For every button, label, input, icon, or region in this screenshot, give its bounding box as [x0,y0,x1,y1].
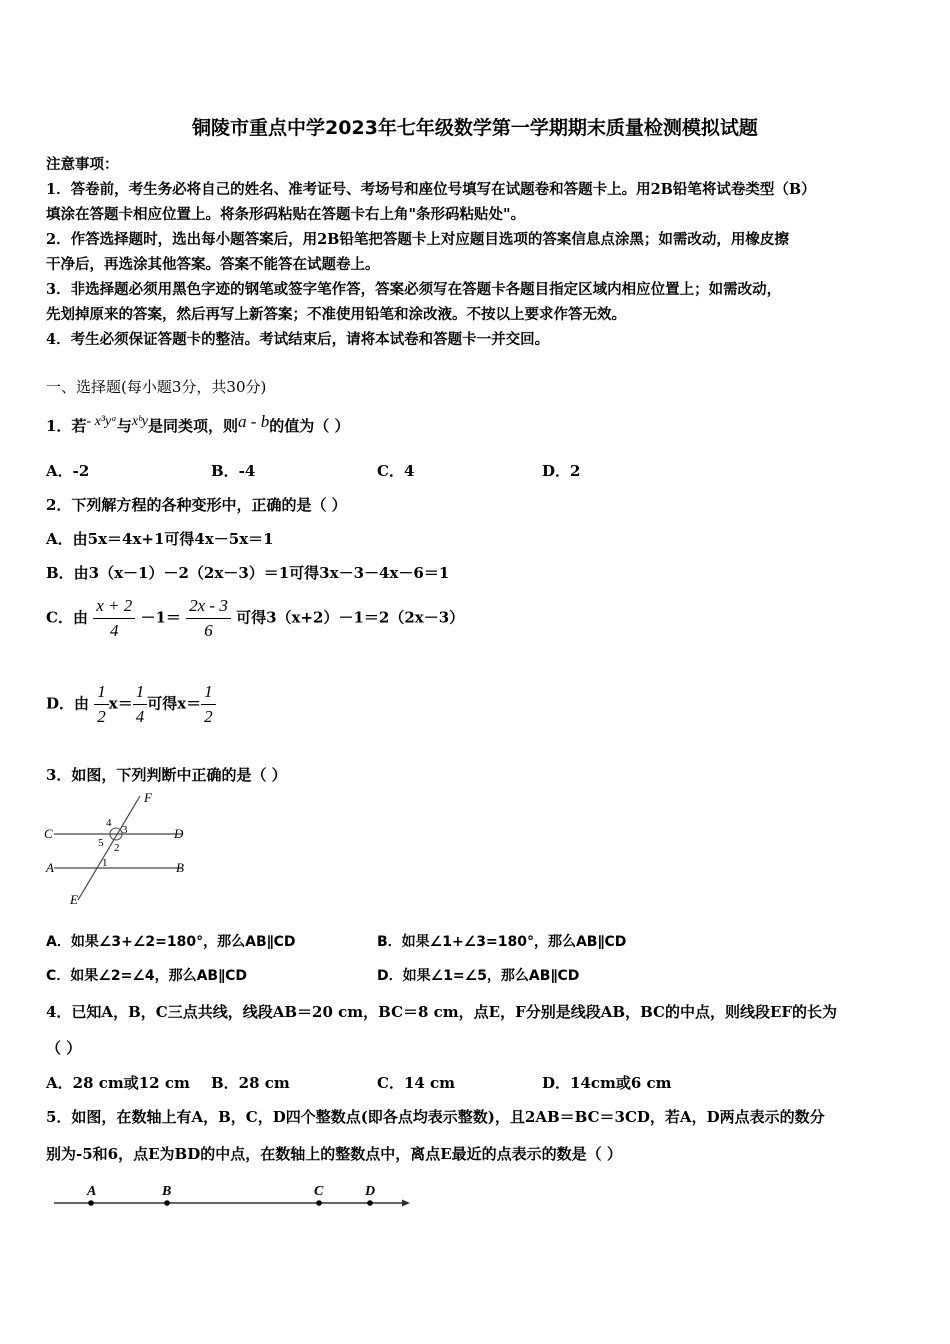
q1-term2: xᵇy [131,414,149,429]
fraction [133,682,148,727]
q3-option-d: D．如果∠1=∠5，那么AB∥CD [377,968,580,984]
notice-line: 3．非选择题必须用黑色字迹的钢笔或签字笔作答，答案必须写在答题卡各题目指定区域内相应位置上；如需改动， [46,281,782,298]
q1-option-c: C．4 [377,462,415,480]
q2d-x: x＝ [108,694,133,713]
number-line-figure [46,1178,426,1218]
question-5-line2: 别为-5和6，点E为BD的中点，在数轴上的整数点中，离点E最近的点表示的数是（ ） [46,1145,622,1163]
q1-option-d: D．2 [542,462,581,480]
q1-prefix: 1．若 [46,417,87,435]
fraction-denominator: 4 [109,621,119,640]
question-4-line2: （ ） [46,1039,82,1057]
label-angle-2: 2 [114,842,120,854]
label-angle-4: 4 [106,817,112,829]
point-b [164,1200,170,1206]
label-c: C [314,1184,324,1199]
notice-line: 先划掉原来的答案，然后再写上新答案；不准使用铅笔和涂改液。不按以上要求作答无效。 [46,306,626,323]
q4-option-a: A．28 cm或12 cm [46,1074,190,1092]
question-3: 3．如图，下列判断中正确的是（ ） [46,766,287,784]
q3-figure [40,790,200,910]
line-ef [78,796,140,900]
label-angle-5: 5 [98,837,104,849]
label-b: B [176,860,184,875]
label-d: D [365,1184,376,1199]
q2d-prefix: D．由 [46,694,90,713]
q1-expr: a - b [238,412,270,431]
point-c [316,1200,322,1206]
q2c-suffix: 可得3（x+2）－1＝2（2x－3） [236,608,465,627]
notice-line: 4．考生必须保证答题卡的整洁。考试结束后，请将本试卷和答题卡一并交回。 [46,331,550,348]
fraction-numerator: 1 [204,682,213,701]
fraction [94,682,109,727]
q3-option-b: B．如果∠1+∠3=180°，那么AB∥CD [377,934,627,950]
notice-line: 填涂在答题卡相应位置上。将条形码粘贴在答题卡右上角"条形码粘贴处"。 [46,206,526,223]
fraction [201,682,216,727]
q1-mid: 与 [116,417,132,435]
label-angle-1: 1 [102,857,108,869]
q2-option-b: B．由3（x－1）－2（2x－3）＝1可得3x－3－4x－6＝1 [46,564,450,582]
fraction-numerator: x + 2 [96,596,133,615]
q2d-mid: 可得x＝ [147,694,202,713]
notice-line: 1．答卷前，考生务必将自己的姓名、准考证号、考场号和座位号填写在试题卷和答题卡上。用2B铅笔将试卷类型（B） [46,181,816,198]
q3-option-c: C．如果∠2=∠4，那么AB∥CD [46,968,247,984]
label-c: C [44,826,53,841]
page-title: 铜陵市重点中学2023年七年级数学第一学期期末质量检测模拟试题 [192,117,758,139]
label-e: E [70,892,78,907]
fraction-numerator: 1 [135,682,145,701]
section-heading: 一、选择题(每小题3分，共30分) [46,378,267,396]
label-b: B [162,1184,172,1199]
q1-option-a: A．-2 [46,462,90,480]
q4-option-b: B．28 cm [211,1074,290,1092]
fraction-numerator: 1 [97,682,106,701]
q2-option-d [46,682,216,727]
q4-option-d: D．14cm或6 cm [542,1074,672,1092]
q1-mid2: 是同类项，则 [148,417,239,435]
point-d [367,1200,373,1206]
question-1 [46,412,349,436]
q2c-prefix: C．由 [46,608,88,627]
label-d: D [174,826,184,841]
notice-line: 2．作答选择题时，选出每小题答案后，用2B铅笔把答题卡上对应题目选项的答案信息点涂黑；如需改动，用橡皮擦 [46,231,789,248]
fraction [186,596,231,641]
q2-option-c [46,596,464,641]
fraction-denominator: 2 [204,707,213,726]
q1-suffix: 的值为（ ） [269,417,350,435]
label-a: A [87,1184,97,1199]
notice-heading: 注意事项： [46,156,119,173]
label-a: A [46,860,54,875]
label-f: F [144,790,152,805]
question-5: 5．如图，在数轴上有A，B，C，D四个整数点(即各点均表示整数)，且2AB＝BC＝3CD，若A，D两点表示的数分 [46,1108,825,1126]
notice-line: 干净后，再选涂其他答案。答案不能答在试题卷上。 [46,256,380,273]
q2c-mid: －1＝ [140,608,181,627]
question-2: 2．下列解方程的各种变形中，正确的是（ ） [46,496,347,514]
fraction [93,596,135,641]
question-4: 4．已知A，B，C三点共线，线段AB＝20 cm，BC＝8 cm，点E，F分别是线段AB，BC的中点，则线段EF的长为 [46,1003,838,1021]
fraction-numerator: 2x - 3 [189,596,228,615]
fraction-denominator: 6 [204,621,213,640]
point-a [88,1200,94,1206]
fraction-denominator: 4 [135,707,145,726]
label-angle-3: 3 [122,824,128,836]
q1-option-b: B．-4 [211,462,256,480]
q1-term1: - x³yᵃ [86,414,117,429]
q2-option-a: A．由5x＝4x+1可得4x－5x＝1 [46,530,274,548]
fraction-denominator: 2 [97,707,106,726]
q3-option-a: A．如果∠3+∠2=180°，那么AB∥CD [46,934,296,950]
q4-option-c: C．14 cm [377,1074,456,1092]
arrow-icon [402,1200,410,1207]
